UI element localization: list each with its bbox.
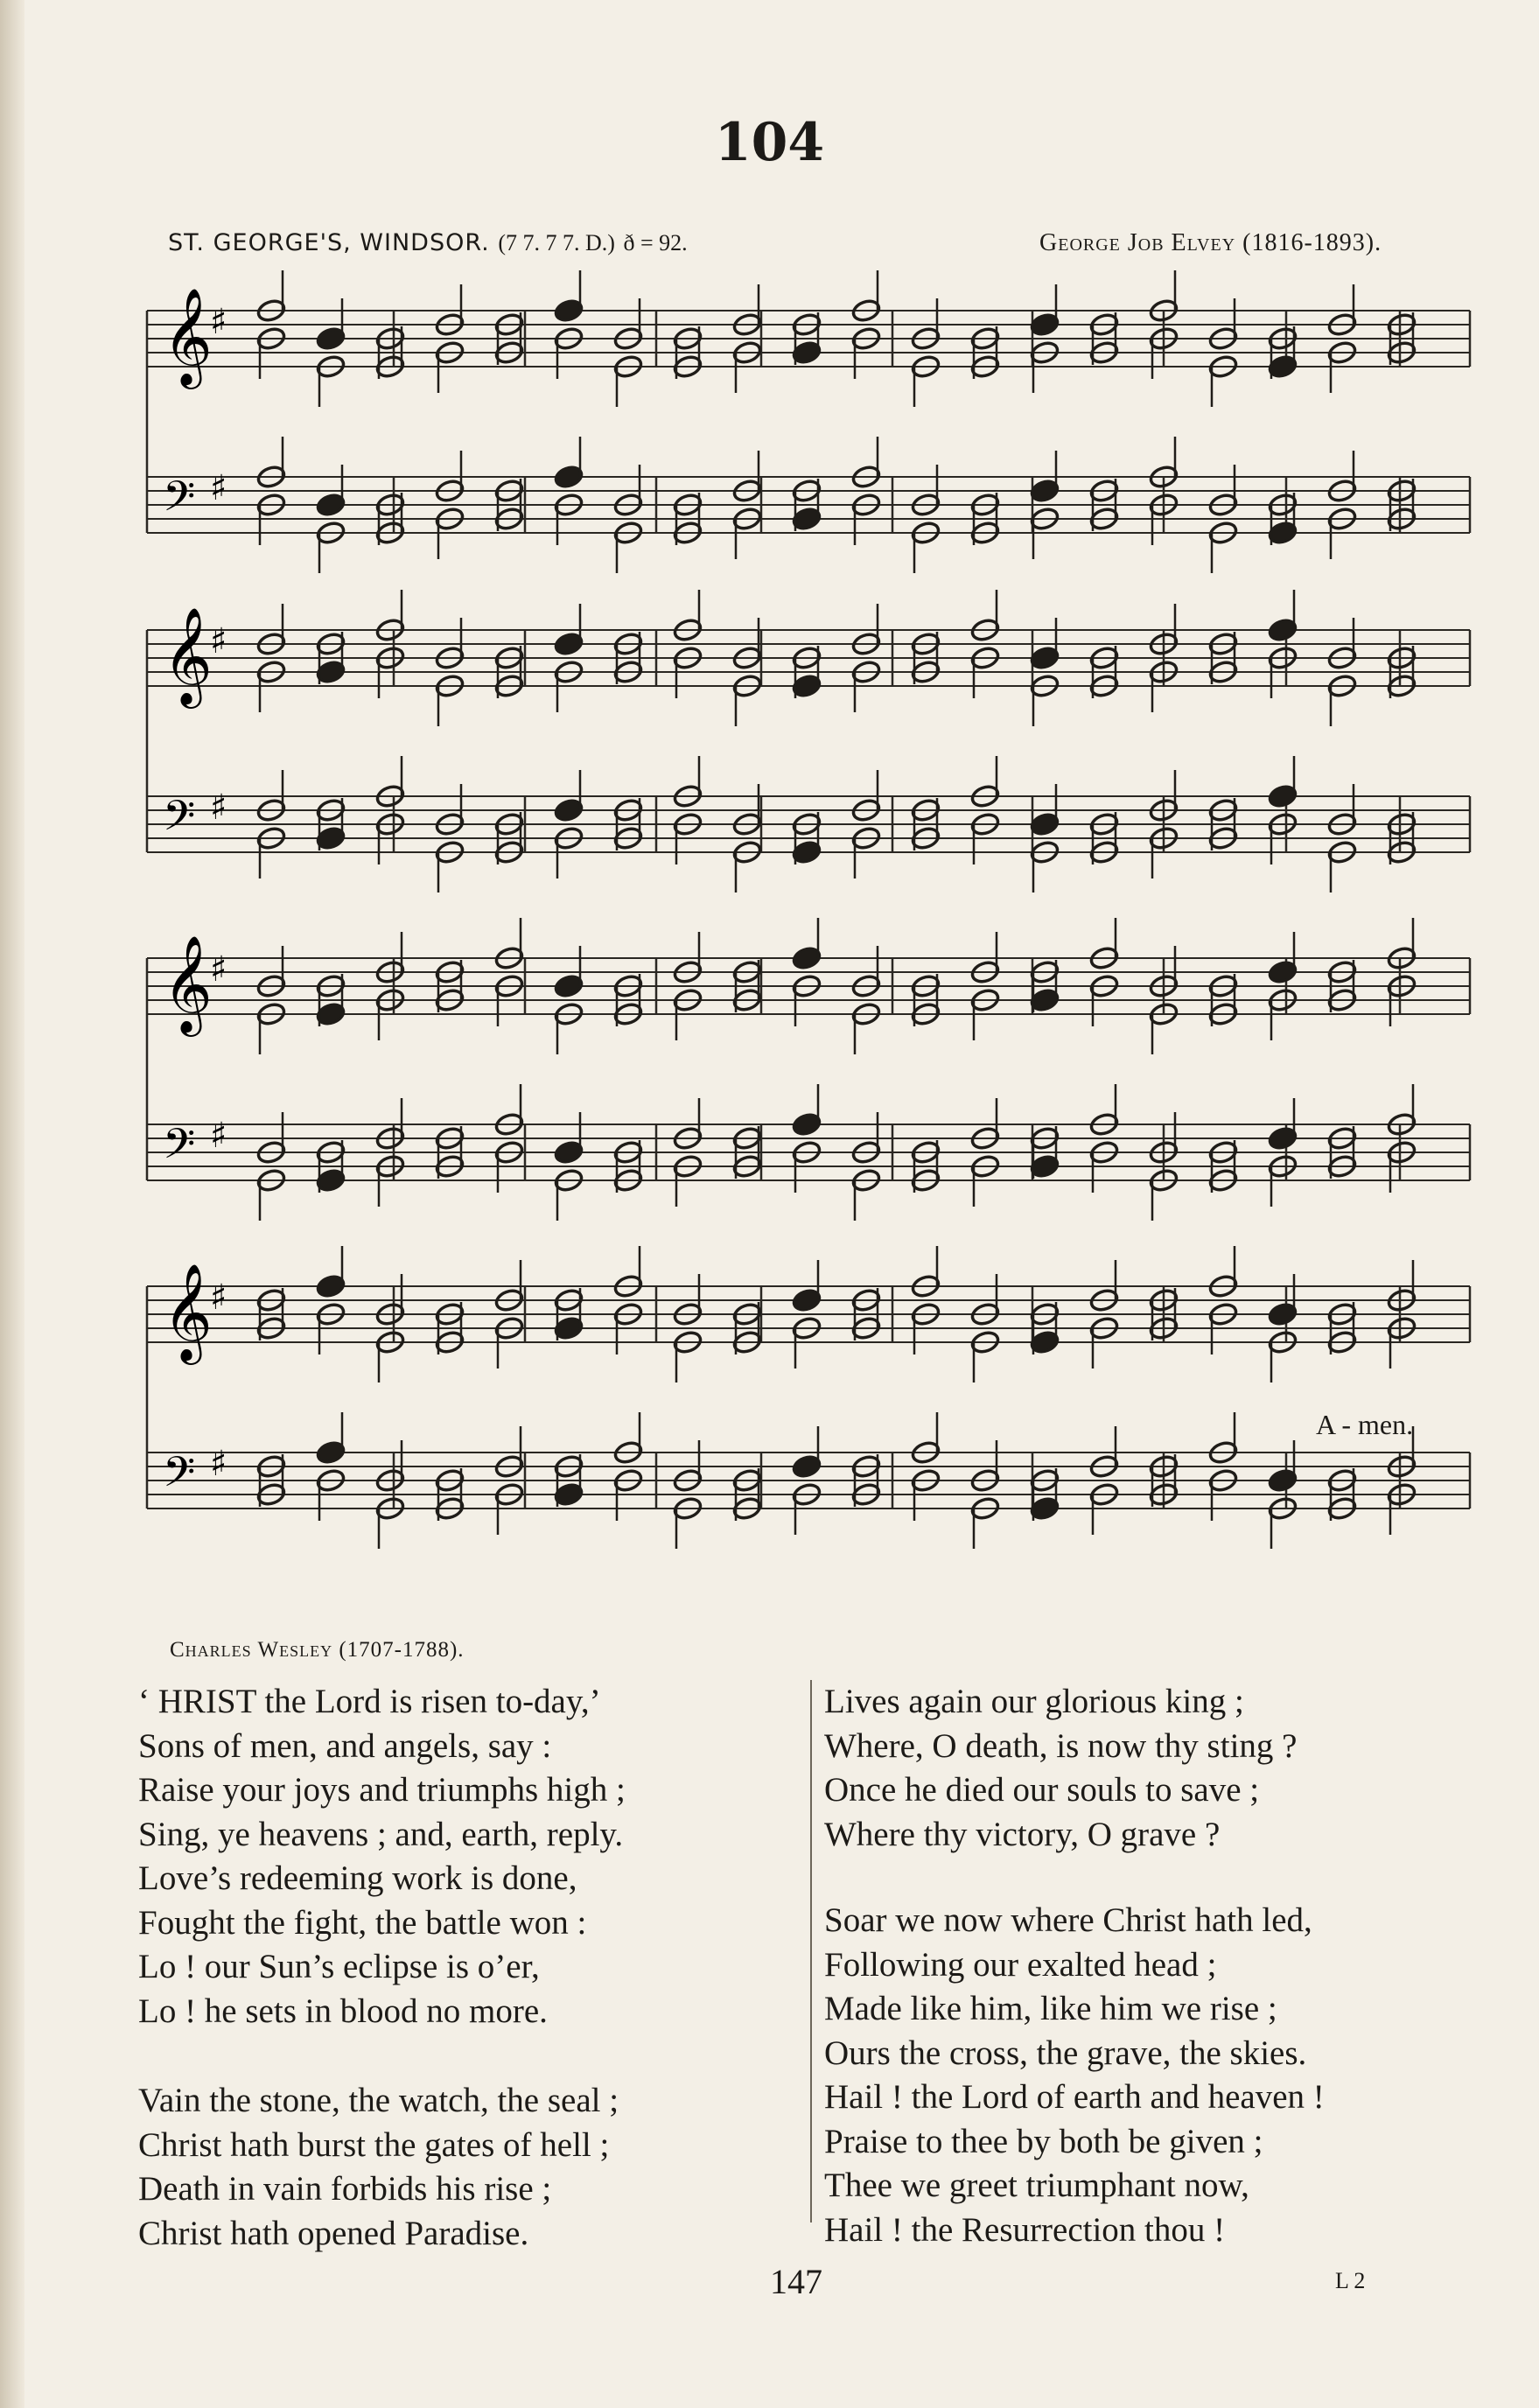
stanza-line: Fought the fight, the battle won : <box>138 1903 587 1942</box>
stanza-3-lines <box>824 1680 1297 1857</box>
stanza-line: Sing, ye heavens ; and, earth, reply. <box>138 1815 624 1853</box>
stanza-line: Lives again our glorious king ; <box>824 1683 1244 1720</box>
stanza-line: Following our exalted head ; <box>824 1945 1217 1984</box>
stanza-4-lines <box>824 1899 1325 2252</box>
stanza-line: Christ hath opened Paradise. <box>138 2214 529 2252</box>
column-divider <box>810 1680 812 2222</box>
stanza-3 <box>824 1680 1297 1857</box>
sharp-icon: ♯ <box>210 788 227 828</box>
tune-tempo: ð = 92. <box>623 230 688 256</box>
composer-credit: George Job Elvey (1816-1893). <box>1039 229 1382 256</box>
sharp-icon: ♯ <box>210 1116 227 1156</box>
stanza-line: Death in vain forbids his rise ; <box>138 2170 552 2208</box>
stanza-line: Ours the cross, the grave, the skies. <box>824 2034 1307 2072</box>
stanza-2 <box>138 2079 619 2256</box>
sharp-icon: ♯ <box>210 468 227 508</box>
stanza-line: Where, O death, is now thy sting ? <box>824 1726 1298 1765</box>
sharp-icon: ♯ <box>210 1444 227 1484</box>
sharp-icon: ♯ <box>210 302 227 342</box>
stanza-line: Lo ! our Sun’s eclipse is o’er, <box>138 1948 540 1985</box>
stanza-line: Once he died our souls to save ; <box>824 1771 1260 1809</box>
stanza-line: Lo ! he sets in blood no more. <box>138 1992 548 2030</box>
treble-clef-icon: 𝄞 <box>163 287 213 385</box>
stanza-line: Soar we now where Christ hath led, <box>824 1901 1312 1939</box>
stanza-1 <box>138 1680 626 2034</box>
bass-clef-icon: 𝄢 <box>163 1447 196 1507</box>
tune-meter: (7 7. 7 7. D.) <box>498 230 615 256</box>
bass-clef-icon: 𝄢 <box>163 1119 196 1179</box>
treble-clef-icon: 𝄞 <box>163 1263 213 1361</box>
amen-lyric: A - men. <box>1316 1409 1414 1440</box>
footer-page-number: 147 <box>770 2262 822 2301</box>
stanza-line: Christ hath burst the gates of hell ; <box>138 2125 610 2164</box>
treble-clef-icon: 𝄞 <box>163 606 213 704</box>
stanza-line: Where thy victory, O grave ? <box>824 1815 1221 1853</box>
stanza-2-lines <box>138 2079 619 2256</box>
sharp-icon: ♯ <box>210 1278 227 1318</box>
page-number: 104 <box>714 112 825 173</box>
sharp-icon: ♯ <box>210 949 227 990</box>
printer-signature: L 2 <box>1335 2268 1366 2293</box>
stanza-line: Vain the stone, the watch, the seal ; <box>138 2082 619 2119</box>
stanza-line: Hail ! the Resurrection thou ! <box>824 2210 1226 2249</box>
staff-systems <box>147 270 1470 1549</box>
treble-clef-icon: 𝄞 <box>163 934 213 1032</box>
stanza-line: Praise to thee by both be given ; <box>824 2122 1263 2160</box>
bass-clef-icon: 𝄢 <box>163 791 196 850</box>
stanza-line: ‘ HRIST the Lord is risen to-day,’ <box>138 1683 601 1720</box>
stanza-line: Raise your joys and triumphs high ; <box>138 1771 626 1809</box>
stanza-1-lines <box>138 1725 626 2034</box>
stanza-line: Thee we greet triumphant now, <box>824 2166 1249 2204</box>
stanza-line: Made like him, like him we rise ; <box>824 1990 1277 2027</box>
hymn-author: Charles Wesley (1707-1788). <box>170 1638 465 1662</box>
sharp-icon: ♯ <box>210 621 227 662</box>
tune-name: ST. GEORGE'S, WINDSOR. <box>168 229 490 256</box>
stanza-line: Love’s redeeming work is done, <box>138 1859 577 1897</box>
stanza-line: Sons of men, and angels, say : <box>138 1726 552 1765</box>
stanza-4 <box>824 1899 1325 2252</box>
stanza-line: Hail ! the Lord of earth and heaven ! <box>824 2078 1325 2116</box>
bass-clef-icon: 𝄢 <box>163 472 196 531</box>
